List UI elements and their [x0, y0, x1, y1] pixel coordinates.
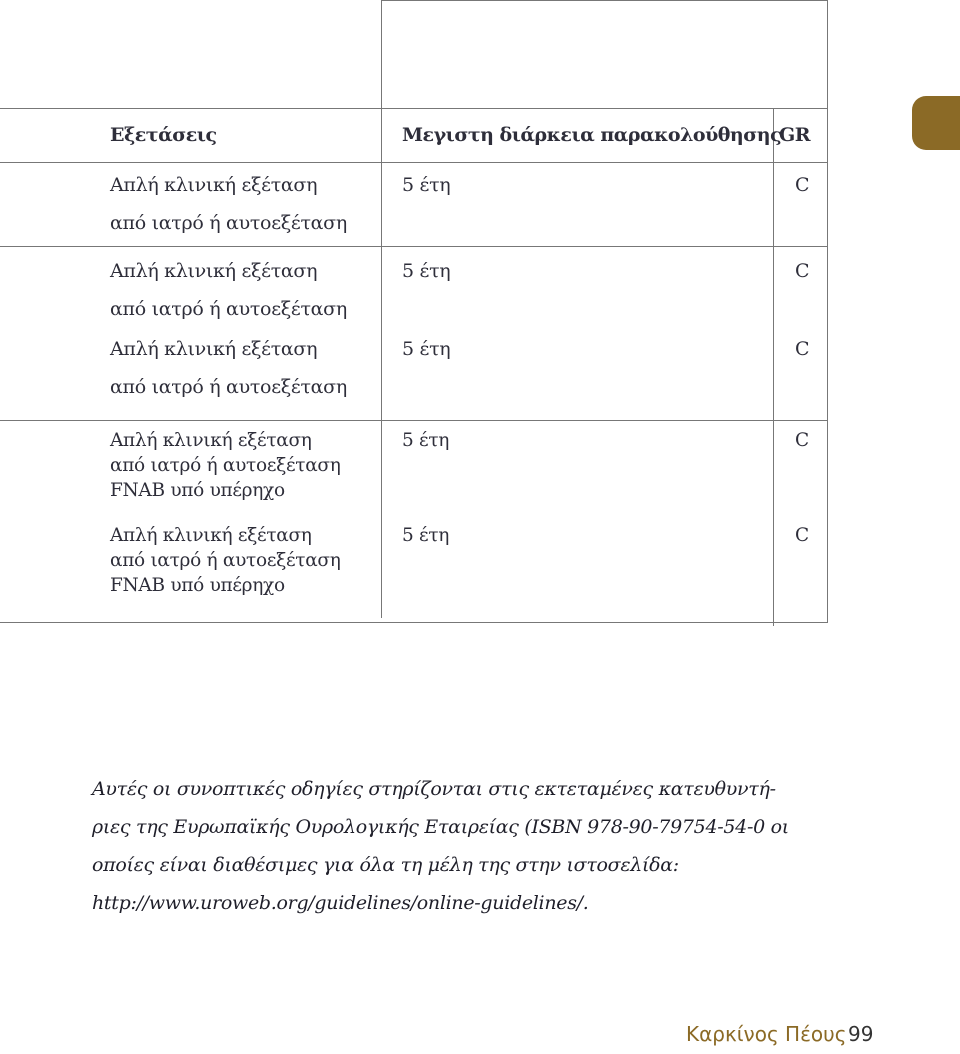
guidelines-note	[92, 770, 852, 922]
row-3-gr: C	[795, 338, 810, 360]
row-separator-2	[0, 420, 828, 421]
row-2-gr: C	[795, 260, 810, 282]
header-top-rule	[0, 108, 828, 109]
header-exams: Εξετάσεις	[110, 124, 217, 146]
footer-chapter-title: Καρκίνος Πέους	[686, 1022, 847, 1046]
row-5-duration: 5 έτη	[402, 525, 450, 546]
row-3-exam-line-2: από ιατρό ή αυτοεξέταση	[110, 376, 347, 398]
row-4-gr: C	[795, 430, 809, 451]
note-line-1: Αυτές οι συνοπτικές οδηγίες στηρίζονται στις εκτεταμένες κατευθυντή-	[92, 778, 776, 800]
column-divider-exams	[381, 0, 382, 618]
row-1-gr: C	[795, 174, 810, 196]
footer-page-number: 99	[848, 1022, 874, 1046]
note-line-4: http://www.uroweb.org/guidelines/online-guidelines/.	[92, 892, 589, 914]
row-1-exam-line-2: από ιατρό ή αυτοεξέταση	[110, 212, 347, 234]
row-4-exam-line-3: FNAB υπό υπέρηχο	[110, 480, 285, 501]
row-1-duration: 5 έτη	[402, 174, 451, 196]
note-line-3: οποίες είναι διαθέσιμες για όλα τη μέλη της στην ιστοσελίδα:	[92, 854, 679, 876]
header-bottom-rule	[0, 162, 828, 163]
header-duration: Μεγιστη διάρκεια παρακολούθησης	[402, 124, 782, 146]
table-top-border	[381, 0, 828, 1]
header-gr: GR	[779, 124, 811, 146]
row-5-exam-line-3: FNAB υπό υπέρηχο	[110, 575, 285, 596]
row-1-exam-line-1: Απλή κλινική εξέταση	[110, 174, 318, 196]
row-2-duration: 5 έτη	[402, 260, 451, 282]
table-bottom-border	[0, 622, 828, 623]
row-5-exam-line-2: από ιατρό ή αυτοεξέταση	[110, 550, 341, 571]
chapter-tab-marker	[912, 96, 960, 150]
row-2-exam-line-1: Απλή κλινική εξέταση	[110, 260, 318, 282]
table-right-border	[827, 0, 828, 623]
row-separator-1	[0, 246, 828, 247]
row-5-exam-line-1: Απλή κλινική εξέταση	[110, 525, 312, 546]
row-5-gr: C	[795, 525, 809, 546]
row-4-duration: 5 έτη	[402, 430, 450, 451]
row-3-exam-line-1: Απλή κλινική εξέταση	[110, 338, 318, 360]
row-4-exam-line-1: Απλή κλινική εξέταση	[110, 430, 312, 451]
note-line-2: ριες της Ευρωπαϊκής Ουρολογικής Εταιρείας (ISBN 978-90-79754-54-0 οι	[92, 816, 789, 838]
row-3-duration: 5 έτη	[402, 338, 451, 360]
column-divider-gr	[773, 108, 774, 626]
row-2-exam-line-2: από ιατρό ή αυτοεξέταση	[110, 298, 347, 320]
row-4-exam-line-2: από ιατρό ή αυτοεξέταση	[110, 455, 341, 476]
